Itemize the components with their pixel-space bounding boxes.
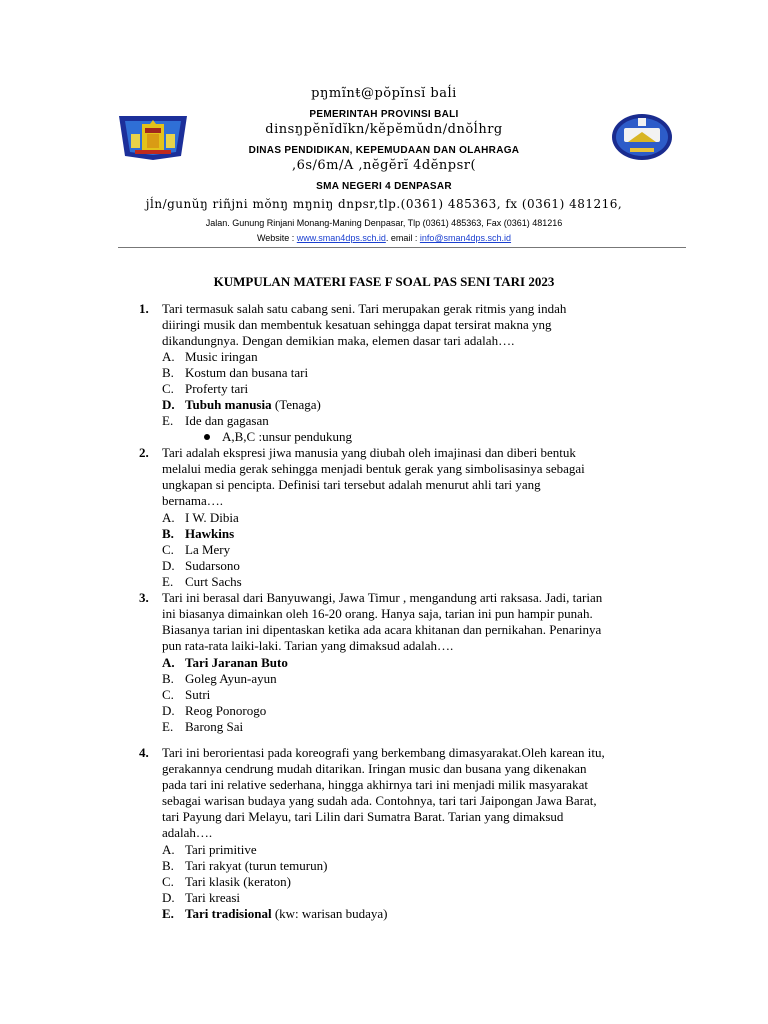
question-number: 1. bbox=[139, 301, 149, 316]
option-letter: A. bbox=[162, 842, 175, 857]
stem-line: pada tari ini relative sederhana, hingga akhirnya tari ini menjadi milik masyarakat bbox=[162, 777, 588, 792]
option-letter: C. bbox=[162, 381, 174, 396]
stem-line: Biasanya tarian ini dipentaskan ketika ada acara khitanan dan pernikahan. Penarinya bbox=[162, 622, 602, 637]
header-address: Jalan. Gunung Rinjani Monang-Maning Denpasar, Tlp (0361) 485363, Fax (0361) 481216 bbox=[205, 218, 563, 228]
question-stem bbox=[162, 745, 682, 841]
note-bullet bbox=[204, 429, 352, 445]
option-letter: E. bbox=[162, 574, 174, 589]
option-text: Tari rakyat (turun temurun) bbox=[185, 858, 328, 873]
stem-line: pun rata-rata laiki-laki. Tarian yang dimaksud adalah…. bbox=[162, 638, 454, 653]
bullet-text: A,B,C :unsur pendukung bbox=[222, 429, 352, 444]
option-letter: D. bbox=[162, 397, 175, 412]
header-balinese-script-2: dinsŋpĕnĭdĭkn/kĕpĕmŭdn/dnŏĺhrg bbox=[265, 122, 503, 137]
option-note: (kw: warisan budaya) bbox=[271, 906, 388, 921]
header-balinese-script-3: ,6s/6m/A ,nĕgĕrĭ 4dĕnpsr( bbox=[291, 158, 477, 173]
stem-line: Tari termasuk salah satu cabang seni. Tari merupakan gerak ritmis yang indah bbox=[162, 301, 567, 316]
stem-line: Tari adalah ekspresi jiwa manusia yang diubah oleh imajinasi dan diberi bentuk bbox=[162, 445, 576, 460]
question-number: 3. bbox=[139, 590, 149, 605]
option-letter: A. bbox=[162, 349, 175, 364]
option-letter: D. bbox=[162, 558, 175, 573]
stem-line: diiringi musik dan membentuk kesatuan sehingga dapat tersirat makna yng bbox=[162, 317, 552, 332]
header-government: PEMERINTAH PROVINSI BALI bbox=[309, 109, 459, 120]
header-department: DINAS PENDIDIKAN, KEPEMUDAAN DAN OLAHRAGA bbox=[248, 145, 520, 156]
option-text: Curt Sachs bbox=[185, 574, 242, 589]
option-text: Proferty tari bbox=[185, 381, 249, 396]
option-note: (Tenaga) bbox=[271, 397, 321, 412]
bali-province-emblem-icon bbox=[117, 112, 189, 162]
option-text: Tari tradisional bbox=[185, 906, 272, 921]
stem-line: ini biasanya dimainkan oleh 16-20 orang. Hanya saja, tarian ini pun hampir punah. bbox=[162, 606, 593, 621]
stem-line: tari Payung dari Melayu, tari Lilin dari Sumatra Barat. Tarian yang dimaksud bbox=[162, 809, 564, 824]
header-divider bbox=[118, 247, 686, 248]
question-stem bbox=[162, 590, 682, 654]
option-text: La Mery bbox=[185, 542, 231, 557]
header-contact bbox=[0, 233, 768, 243]
option-letter: C. bbox=[162, 542, 174, 557]
option-text: Kostum dan busana tari bbox=[185, 365, 309, 380]
stem-line: Tari ini berasal dari Banyuwangi, Jawa Timur , mengandung arti raksasa. Jadi, tarian bbox=[162, 590, 603, 605]
page-title: KUMPULAN MATERI FASE F SOAL PAS SENI TARI 2023 bbox=[213, 274, 555, 289]
option-letter: C. bbox=[162, 874, 174, 889]
stem-line: melalui media gerak sehingga menjadi bentuk gerak yang simbolisasinya sebagai bbox=[162, 461, 585, 476]
option-text-wrap bbox=[185, 397, 321, 413]
option-letter: D. bbox=[162, 703, 175, 718]
option-letter: E. bbox=[162, 719, 174, 734]
option-text: Ide dan gagasan bbox=[185, 413, 269, 428]
option-text: Tari primitive bbox=[185, 842, 257, 857]
header-school-name: SMA NEGERI 4 DENPASAR bbox=[316, 181, 452, 192]
option-text: Barong Sai bbox=[185, 719, 244, 734]
option-text: Tari Jaranan Buto bbox=[185, 655, 288, 670]
header-balinese-script-4: jĺn/gunŭŋ riñjni mŏnŋ mŋniŋ dnpsr,tlp.(0361) 485363, fx (0361) 481216, bbox=[145, 197, 623, 211]
stem-line: bernama…. bbox=[162, 493, 224, 508]
question-stem bbox=[162, 445, 682, 509]
option-text: Tubuh manusia bbox=[185, 397, 272, 412]
option-letter: B. bbox=[162, 671, 174, 686]
stem-line: Tari ini berorientasi pada koreografi yang berkembang dimasyarakat.Oleh karean itu, bbox=[162, 745, 605, 760]
option-letter: E. bbox=[162, 413, 174, 428]
option-letter: A. bbox=[162, 510, 175, 525]
option-letter: B. bbox=[162, 526, 174, 541]
option-text: Goleg Ayun-ayun bbox=[185, 671, 277, 686]
question-number: 2. bbox=[139, 445, 149, 460]
stem-line: ungkapan si pencipta. Definisi tari tersebut adalah menurut ahli tari yang bbox=[162, 477, 541, 492]
stem-line: sebagai warisan budaya yang sudah ada. Contohnya, tari tari Jaipongan Jawa Barat, bbox=[162, 793, 597, 808]
option-text: Music iringan bbox=[185, 349, 258, 364]
option-text-wrap bbox=[185, 906, 387, 922]
school-emblem-icon bbox=[610, 112, 674, 162]
website-label: Website : bbox=[256, 233, 297, 243]
option-letter: E. bbox=[162, 906, 174, 921]
stem-line: adalah…. bbox=[162, 825, 213, 840]
option-text: I W. Dibia bbox=[185, 510, 239, 525]
stem-line: gerakannya cendrung mudah ditarikan. Iringan music dan busana yang dikenakan bbox=[162, 761, 587, 776]
option-letter: C. bbox=[162, 687, 174, 702]
header-balinese-script-1: pŋmĩnŧ@pŏpĭnsĭ baĺi bbox=[311, 86, 457, 101]
option-text: Sudarsono bbox=[185, 558, 240, 573]
email-label: . email : bbox=[385, 233, 420, 243]
question-number: 4. bbox=[139, 745, 149, 760]
email-link[interactable]: info@sman4dps.sch.id bbox=[419, 233, 512, 243]
option-text: Sutri bbox=[185, 687, 211, 702]
option-text: Tari kreasi bbox=[185, 890, 241, 905]
option-letter: A. bbox=[162, 655, 175, 670]
option-letter: D. bbox=[162, 890, 175, 905]
option-text: Tari klasik (keraton) bbox=[185, 874, 291, 889]
bullet-dot-icon bbox=[204, 434, 210, 440]
website-link[interactable]: www.sman4dps.sch.id bbox=[296, 233, 386, 243]
question-stem bbox=[162, 301, 682, 349]
option-text: Reog Ponorogo bbox=[185, 703, 267, 718]
stem-line: dikandungnya. Dengan demikian maka, elemen dasar tari adalah…. bbox=[162, 333, 515, 348]
option-letter: B. bbox=[162, 858, 174, 873]
option-text: Hawkins bbox=[185, 526, 235, 541]
option-letter: B. bbox=[162, 365, 174, 380]
